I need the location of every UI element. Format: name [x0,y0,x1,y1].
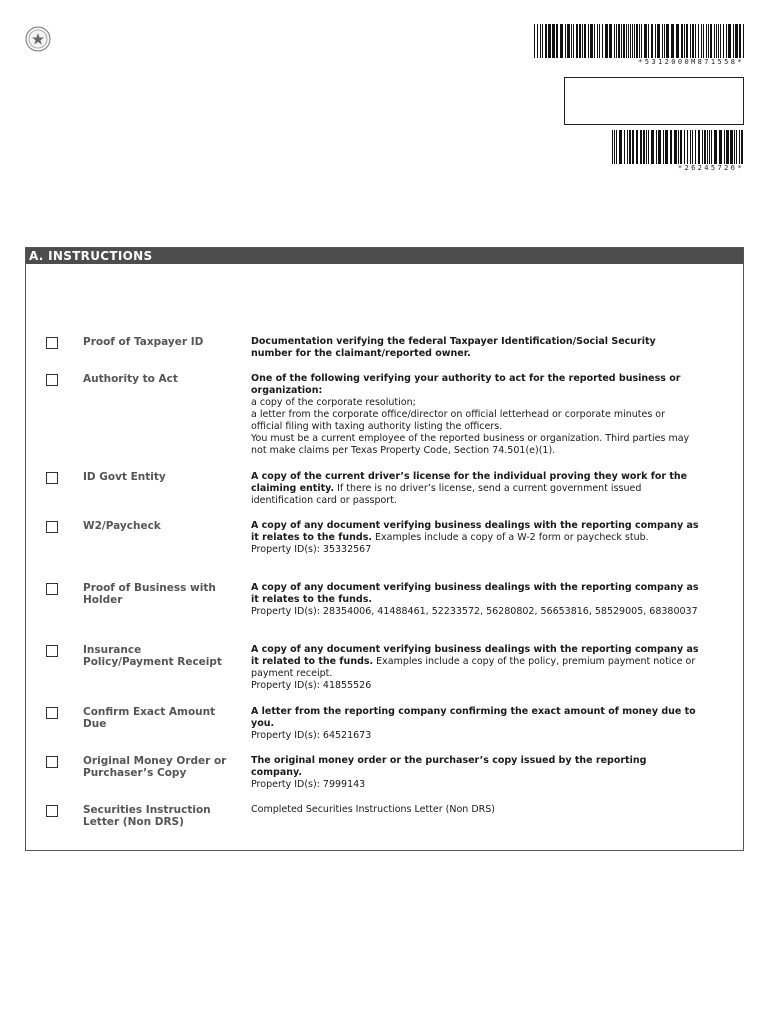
barcode-bar [560,24,563,58]
barcode-bar [627,130,628,164]
barcode-bar [739,24,741,58]
barcode-bar [706,24,707,58]
barcode-bar [714,24,715,58]
barcode-bar [632,24,633,58]
property-ids: Property ID(s): 64521673 [251,730,372,741]
barcode-bar [582,24,583,58]
barcode-bar [641,24,642,58]
barcode-bar [720,24,721,58]
property-ids: Property ID(s): 7999143 [251,779,366,790]
barcode-bar [730,130,733,164]
barcode-bar [674,130,677,164]
barcode-bar [545,24,547,58]
barcode-bar [616,24,617,58]
section-title: A. INSTRUCTIONS [26,248,743,264]
barcode-bar [579,24,581,58]
barcode-bar [573,24,574,58]
requirement-description [251,471,699,507]
requirement-checkbox[interactable] [46,645,58,657]
requirement-description [251,755,699,791]
barcode-bar [618,24,620,58]
requirement-plain-text: Examples include a copy of a W-2 form or paycheck stub. [372,532,649,543]
barcode-top [534,24,744,66]
barcode-bar [703,24,704,58]
barcode-bar [655,24,656,58]
barcode-bar [709,130,710,164]
barcode-bar [739,130,740,164]
barcode-bar [565,24,566,58]
barcode-bar [686,24,688,58]
requirement-label: Confirm Exact Amount Due [83,706,216,730]
barcode-bar [623,24,625,58]
barcode-bar [537,24,538,58]
requirement-description [251,520,699,556]
barcode-bar [646,130,647,164]
property-ids: Property ID(s): 35332567 [251,544,372,555]
barcode-bar [723,24,724,58]
barcode-bar [718,24,719,58]
barcode-bar [658,130,661,164]
requirement-checkbox[interactable] [46,583,58,595]
barcode-bar [567,24,570,58]
requirement-bold-text: A copy of any document verifying business dealings with the reporting company as it relates to the funds. [251,520,699,543]
barcode-bottom-text: *26245726* [677,164,744,172]
barcode-bar [540,24,541,58]
requirement-checkbox[interactable] [46,472,58,484]
barcode-bar [680,130,682,164]
barcode-bar [634,24,635,58]
requirement-detail-line: You must be a current employee of the reported business or organization. Third parties may not make claims per Texas Property Code, Section 74.501(e)(1). [251,433,690,456]
requirement-checkbox[interactable] [46,756,58,768]
barcode-bar [602,24,603,58]
barcode-bar [624,130,625,164]
barcode-bar [636,130,638,164]
barcode-bar [708,24,709,58]
barcode-bar [597,24,598,58]
barcode-bar [636,24,638,58]
barcode-bar [609,24,612,58]
barcode-bar [619,130,622,164]
barcode-bottom [612,130,744,170]
barcode-bar [671,24,674,58]
requirement-description [251,336,699,360]
requirement-label: Insurance Policy/Payment Receipt [83,644,222,668]
requirement-checkbox[interactable] [46,805,58,817]
barcode-bar [629,130,631,164]
instructions-section [25,247,744,851]
barcode-bar [571,24,572,58]
requirement-detail-line: a copy of the corporate resolution; [251,397,416,408]
barcode-bar [710,24,712,58]
barcode-bar [735,24,738,58]
barcode-bar [701,24,702,58]
barcode-bar [648,24,649,58]
requirement-bold-text: A copy of any document verifying business dealings with the reporting company as it relates to the funds. [251,582,699,605]
requirement-checkbox[interactable] [46,707,58,719]
barcode-bar [664,24,665,58]
requirement-label: Proof of Taxpayer ID [83,336,204,348]
barcode-bar [698,130,700,164]
requirement-description [251,706,699,742]
barcode-bar [534,24,535,58]
barcode-bar [662,24,663,58]
barcode-bar [599,24,600,58]
barcode-bar [616,130,617,164]
barcode-bar [630,24,631,58]
barcode-bar [665,130,668,164]
requirement-description [251,644,699,692]
requirement-checkbox[interactable] [46,337,58,349]
barcode-bar [711,130,712,164]
requirement-label: Securities Instruction Letter (Non DRS) [83,804,211,828]
barcode-bar [690,130,691,164]
barcode-bar [626,24,627,58]
barcode-bar [684,24,685,58]
requirement-label: W2/Paycheck [83,520,161,532]
barcode-bar [681,24,683,58]
barcode-bar [542,24,543,58]
barcode-bar [678,130,679,164]
barcode-bar [698,24,699,58]
requirement-bold-text: A copy of the current driver’s license for the individual proving they work for the claiming entity. [251,471,688,494]
barcode-bar [692,24,694,58]
barcode-bar [644,24,647,58]
barcode-bar [670,130,672,164]
requirement-bold-text: A letter from the reporting company confirming the exact amount of money due to you. [251,706,696,729]
barcode-bar [639,24,640,58]
requirement-description [251,804,699,816]
barcode-bar [556,24,558,58]
barcode-bar [736,130,737,164]
barcode-bar [640,130,642,164]
barcode-bar [657,24,660,58]
barcode-bar [716,24,717,58]
barcode-bar [643,130,645,164]
barcode-top-bars [534,24,744,58]
barcode-bar [690,24,691,58]
barcode-bar [651,130,654,164]
requirement-label: Proof of Business with Holder [83,582,216,606]
barcode-bar [719,130,722,164]
barcode-bar [743,24,744,58]
barcode-bar [588,24,589,58]
barcode-bar [695,130,696,164]
requirement-plain-text: Examples include a copy of the policy, premium payment notice or payment receipt. [251,656,696,679]
barcode-bar [702,130,703,164]
barcode-bar [621,24,622,58]
requirement-label: Authority to Act [83,373,178,385]
barcode-bar [584,24,586,58]
barcode-bar [692,130,693,164]
barcode-bar [576,24,578,58]
barcode-bar [728,24,731,58]
barcode-bar [676,24,679,58]
barcode-bar [605,24,608,58]
barcode-bar [651,24,653,58]
barcode-bar [552,24,555,58]
requirement-label: Original Money Order or Purchaser’s Copy [83,755,227,779]
barcode-bar [648,130,649,164]
barcode-bar [714,130,717,164]
barcode-bar [594,24,595,58]
claim-id-box [564,77,744,125]
barcode-bar [632,130,634,164]
barcode-bar [704,130,706,164]
barcode-bar [707,130,708,164]
barcode-bar [614,130,615,164]
property-ids: Property ID(s): 28354006, 41488461, 52233572, 56280802, 56653816, 58529005, 68380037 [251,606,698,617]
barcode-bar [628,24,629,58]
barcode-bar [734,130,735,164]
requirement-bold-text: One of the following verifying your authority to act for the reported business or organization: [251,373,681,396]
requirement-description [251,373,699,457]
barcode-bar [687,130,688,164]
barcode-bar [590,24,593,58]
barcode-bar [726,24,727,58]
barcode-bar [663,130,664,164]
requirement-detail-line: Completed Securities Instructions Letter (Non DRS) [251,804,495,815]
barcode-bar [733,24,734,58]
barcode-bar [612,130,613,164]
requirement-bold-text: Documentation verifying the federal Taxpayer Identification/Social Security number for the claimant/reported owner. [251,336,656,359]
requirement-bold-text: A copy of any document verifying business dealings with the reporting company as it related to the funds. [251,644,699,667]
barcode-bar [666,24,669,58]
barcode-bar [695,24,696,58]
barcode-bar [684,130,685,164]
barcode-bar [548,24,551,58]
barcode-bar [741,130,743,164]
requirement-plain-text: If there is no driver’s license, send a current government issued identification card or passport. [251,483,642,506]
requirement-checkbox[interactable] [46,521,58,533]
requirement-checkbox[interactable] [46,374,58,386]
requirement-description [251,582,699,618]
requirement-bold-text: The original money order or the purchaser’s copy issued by the reporting company. [251,755,647,778]
texas-seal-icon [25,26,51,52]
requirement-label: ID Govt Entity [83,471,166,483]
barcode-bar [656,130,657,164]
barcode-bar [614,24,615,58]
barcode-bar [726,130,729,164]
barcode-bottom-bars [612,130,744,164]
barcode-top-text: *5312000M871558* [638,58,744,66]
property-ids: Property ID(s): 41855526 [251,680,372,691]
barcode-bar [724,130,725,164]
requirement-detail-line: a letter from the corporate office/director on official letterhead or corporate minutes or official filing with taxing authority listing the officers. [251,409,666,432]
